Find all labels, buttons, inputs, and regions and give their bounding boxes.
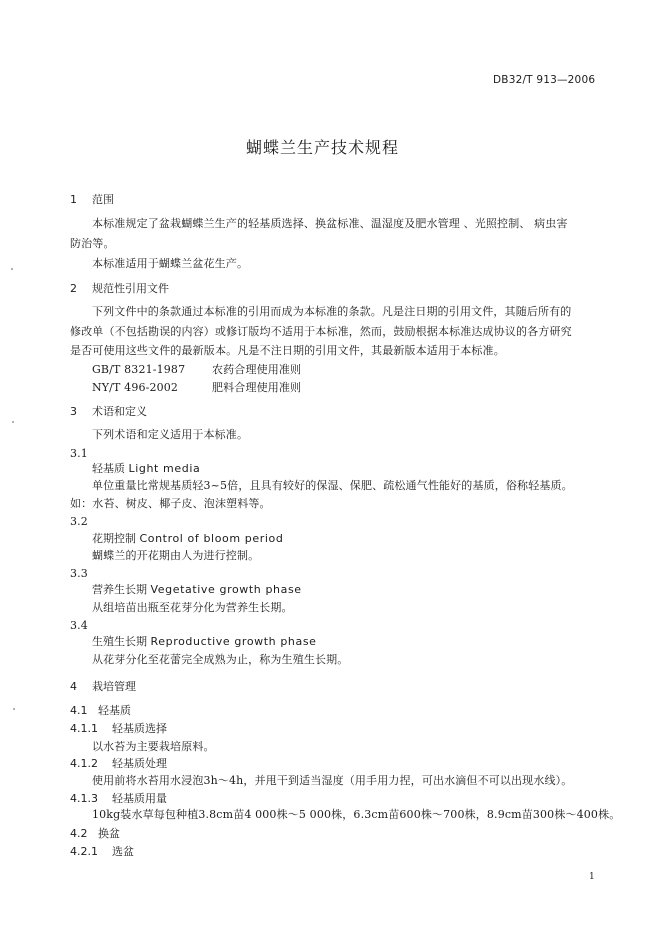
term-english: Vegetative growth phase (150, 583, 302, 596)
scope-applicability: 本标准适用于蝴蝶兰盆花生产。 (92, 257, 249, 270)
term-number: 3.3 (70, 567, 88, 580)
subsection-number: 4.1.1 (70, 722, 98, 735)
subsection-title: 轻基质处理 (112, 757, 167, 770)
subsection-heading (70, 825, 120, 841)
term-chinese: 花期控制 (92, 532, 136, 545)
subsection-text: 以水苔为主要栽培原料。 (92, 740, 215, 753)
term-chinese: 营养生长期 (92, 583, 147, 596)
section-number: 4 (70, 680, 77, 693)
subsection-heading (70, 790, 167, 806)
section-title: 术语和定义 (92, 405, 147, 418)
section-3-heading (70, 403, 147, 419)
term-definition: 如：水苔、树皮、椰子皮、泡沫塑料等。 (70, 497, 271, 510)
subsection-heading (70, 755, 167, 771)
term-chinese: 生殖生长期 (92, 635, 147, 648)
section-title: 范围 (92, 193, 114, 206)
subsection-number: 4.2 (70, 827, 88, 840)
subsection-title: 选盆 (112, 845, 134, 858)
subsection-number: 4.2.1 (70, 845, 98, 858)
references-paragraph-line: 修改单（不包括勘误的内容）或修订版均不适用于本标准，然而，鼓励根据本标准达成协议的各方研究 (70, 325, 572, 338)
subsection-heading (70, 702, 131, 718)
scan-speck (12, 421, 14, 423)
reference-title: 肥料合理使用准则 (212, 381, 302, 394)
references-paragraph-line: 下列文件中的条款通过本标准的引用而成为本标准的条款。凡是注日期的引用文件，其随后所有的 (92, 305, 572, 318)
term-number: 3.1 (70, 447, 88, 460)
term-heading (92, 530, 283, 546)
section-number: 1 (70, 193, 77, 206)
term-heading (92, 460, 200, 476)
subsection-number: 4.1.3 (70, 792, 98, 805)
scope-paragraph-line: 本标准规定了盆栽蝴蝶兰生产的轻基质选择、换盆标准、温湿度及肥水管理 、光照控制、 病虫害 (92, 217, 568, 230)
reference-title: 农药合理使用准则 (212, 363, 302, 376)
page-number: 1 (589, 872, 595, 882)
reference-item (92, 379, 301, 395)
scope-paragraph-line: 防治等。 (70, 237, 115, 250)
term-english: Light media (128, 462, 201, 475)
reference-code: GB/T 8321-1987 (92, 363, 186, 376)
term-definition: 从花芽分化至花蕾完全成熟为止，称为生殖生长期。 (92, 653, 349, 666)
term-english: Control of bloom period (139, 532, 284, 545)
section-title: 栽培管理 (92, 680, 136, 693)
scan-speck (11, 268, 13, 270)
section-number: 2 (70, 282, 77, 295)
term-number: 3.4 (70, 619, 88, 632)
subsection-text: 10kg装水草每包种植3.8cm苗4 000株～5 000株，6.3cm苗600株～700株，8.9cm苗300株～400株。 (92, 808, 621, 821)
subsection-title: 换盆 (98, 827, 120, 840)
term-definition: 从组培苗出瓶至花芽分化为营养生长期。 (92, 601, 293, 614)
section-2-heading (70, 280, 169, 296)
term-definition: 蝴蝶兰的开花期由人为进行控制。 (92, 549, 260, 562)
term-heading (92, 581, 302, 597)
reference-code: NY/T 496-2002 (92, 381, 179, 394)
reference-item (92, 361, 301, 377)
subsection-title: 轻基质 (98, 704, 131, 717)
page-title: 蝴蝶兰生产技术规程 (246, 138, 400, 157)
term-number: 3.2 (70, 515, 88, 528)
terms-intro: 下列术语和定义适用于本标准。 (92, 428, 249, 441)
term-chinese: 轻基质 (92, 462, 125, 475)
term-heading (92, 633, 317, 649)
subsection-number: 4.1 (70, 704, 88, 717)
subsection-title: 轻基质用量 (112, 792, 167, 805)
term-definition: 单位重量比常规基质轻3~5倍，且具有较好的保湿、保肥、疏松通气性能好的基质，俗称轻基质。 (92, 479, 573, 492)
subsection-heading (70, 720, 167, 736)
document-number: DB32/T 913—2006 (493, 74, 596, 86)
term-english: Reproductive growth phase (150, 635, 317, 648)
section-number: 3 (70, 405, 77, 418)
subsection-number: 4.1.2 (70, 757, 98, 770)
subsection-heading (70, 843, 134, 859)
references-paragraph-line: 是否可使用这些文件的最新版本。凡是不注日期的引用文件，其最新版本适用于本标准。 (70, 344, 505, 357)
section-4-heading (70, 678, 136, 694)
subsection-text: 使用前将水苔用水浸泡3h～4h，并甩干到适当湿度（用手用力捏，可出水滴但不可以出现水线）。 (92, 774, 573, 787)
scan-speck (13, 708, 15, 710)
subsection-title: 轻基质选择 (112, 722, 167, 735)
section-1-heading (70, 191, 114, 207)
section-title: 规范性引用文件 (92, 282, 169, 295)
